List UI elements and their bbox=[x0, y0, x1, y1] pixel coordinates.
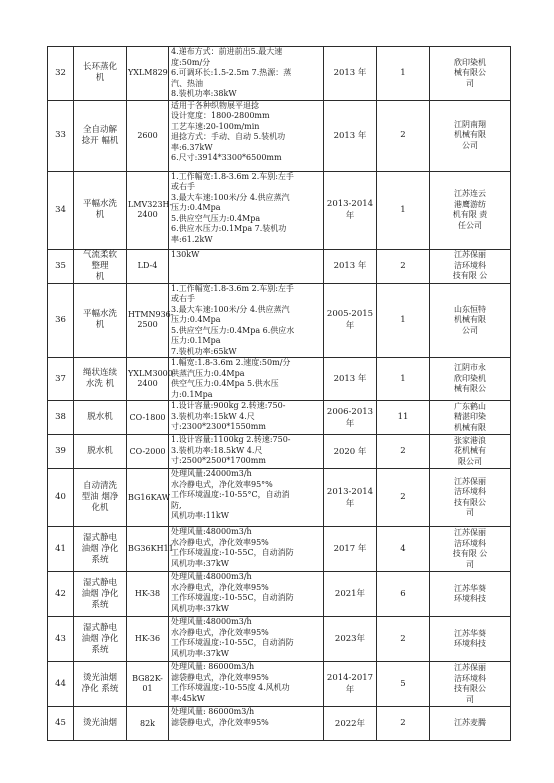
specification-line: 风机功率:11kW bbox=[171, 511, 229, 520]
equipment-name bbox=[74, 617, 127, 662]
model-number bbox=[127, 401, 169, 435]
model-number bbox=[127, 707, 169, 741]
purchase-year bbox=[324, 358, 377, 401]
model-number-line: 2400 bbox=[137, 379, 158, 388]
purchase-year-line: 2021年 bbox=[334, 589, 366, 599]
specification-line: 3.装机功率:15kW 4.尺 bbox=[171, 411, 255, 421]
manufacturer-line: 精湛印染 bbox=[454, 412, 486, 422]
equipment-name-line: 油烟 净化 bbox=[81, 543, 119, 554]
quantity: 2 bbox=[377, 249, 430, 283]
equipment-name-line: 油烟 净化 bbox=[81, 633, 119, 644]
manufacturer-line: 江苏麦腾 bbox=[454, 718, 486, 728]
manufacturer-line: 山东恒特 bbox=[454, 304, 486, 314]
purchase-year-line: 2017 年 bbox=[333, 544, 367, 554]
manufacturer-line: 技有限公 bbox=[454, 684, 486, 693]
quantity: 4 bbox=[377, 527, 430, 572]
manufacturer-line: 洁环境科 bbox=[454, 260, 486, 270]
equipment-name bbox=[74, 662, 127, 707]
row-number: 45 bbox=[48, 707, 74, 741]
manufacturer-line: 江苏连云 bbox=[454, 189, 486, 198]
specification-line: 工作环境温度:-10-55C，自动消防 bbox=[171, 593, 294, 602]
specification-line: 处理风量: 86000m3/h bbox=[171, 662, 255, 671]
specification bbox=[169, 662, 324, 707]
equipment-name-line: 烫光油烟 bbox=[82, 673, 117, 683]
purchase-year bbox=[324, 401, 377, 435]
model-number bbox=[127, 617, 169, 662]
row-number: 37 bbox=[48, 358, 74, 401]
specification-line: 率:45kW bbox=[171, 693, 205, 703]
specification-line: 退捻方式：手动、自动 5.装机功 bbox=[171, 132, 286, 141]
equipment-name-line: 系统 bbox=[91, 644, 109, 655]
purchase-year-line: 2023年 bbox=[334, 634, 366, 644]
specification-line: 或右手 bbox=[171, 294, 195, 303]
model-number bbox=[127, 283, 174, 358]
manufacturer bbox=[430, 707, 511, 741]
quantity: 11 bbox=[377, 401, 430, 435]
table-row bbox=[48, 283, 511, 358]
specification-line: 6.可调环长:1.5-2.5m 7.热源：蒸 bbox=[171, 68, 292, 77]
row-number: 43 bbox=[48, 617, 74, 662]
model-number-line: 82k bbox=[139, 718, 156, 728]
equipment-name bbox=[74, 572, 127, 617]
specification-line: 1.工作幅宽:1.8-3.6m 2.车别:左手 bbox=[171, 283, 294, 293]
purchase-year bbox=[324, 617, 377, 662]
equipment-name-line: 长环蒸化 bbox=[82, 62, 117, 73]
table-row bbox=[48, 171, 511, 249]
specification-line: 汽、热油 bbox=[171, 78, 203, 88]
manufacturer-line: 洁环境科 bbox=[454, 673, 486, 683]
specification-line: 4.递布方式：前进前出5.最大速 bbox=[171, 47, 283, 56]
model-number bbox=[127, 435, 169, 469]
specification-line: 适用于各种织物展平退捻 bbox=[171, 100, 259, 110]
quantity: 2 bbox=[377, 469, 430, 527]
row-number: 42 bbox=[48, 572, 74, 617]
equipment-name bbox=[74, 358, 127, 401]
specification-line: 水冷静电式，净化效率95°% bbox=[171, 479, 273, 489]
specification bbox=[169, 283, 324, 358]
equipment-name bbox=[74, 707, 127, 741]
manufacturer-line: 司 bbox=[466, 559, 474, 569]
equipment-name-line: 机 bbox=[95, 271, 105, 282]
specification bbox=[169, 572, 324, 617]
specification-line: 设计宽度：1800-2800mm bbox=[171, 111, 270, 120]
specification-line: 3.最大车速:100米/分 4.供应蒸汽 bbox=[171, 192, 290, 202]
manufacturer-line: 江阴市永 bbox=[454, 363, 486, 373]
equipment-name-line: 烫光油烟 bbox=[82, 718, 117, 728]
specification bbox=[169, 435, 324, 469]
equipment-name-line: 机 bbox=[95, 210, 105, 220]
manufacturer-line: 江阴南翔 bbox=[454, 119, 486, 129]
specification-line: 工作环境温度:-10-55度 4.风机功 bbox=[171, 683, 290, 692]
purchase-year-line: 2013 年 bbox=[333, 374, 367, 384]
purchase-year bbox=[324, 435, 377, 469]
equipment-name-line: 脱水机 bbox=[87, 412, 113, 422]
purchase-year-line: 2013-2014 bbox=[326, 199, 374, 209]
row-number: 44 bbox=[48, 662, 74, 707]
row-number: 33 bbox=[48, 100, 74, 171]
specification-line: 7.装机功率:65kW bbox=[171, 346, 237, 356]
equipment-name bbox=[74, 401, 127, 435]
manufacturer bbox=[430, 527, 511, 572]
manufacturer bbox=[430, 572, 511, 617]
model-number-line: HTMN936- bbox=[128, 310, 174, 320]
manufacturer-line: 技有限公 bbox=[454, 497, 486, 507]
manufacturer-line: 江苏华葵 bbox=[454, 628, 486, 638]
equipment-name bbox=[74, 527, 127, 572]
specification-line: 8.装机功率:38kW bbox=[171, 89, 237, 98]
quantity: 1 bbox=[377, 47, 430, 101]
specification bbox=[169, 617, 324, 662]
manufacturer-line: 环境科技 bbox=[454, 594, 486, 603]
equipment-name-line: 油烟 净化 bbox=[81, 588, 119, 599]
manufacturer bbox=[430, 171, 511, 249]
equipment-name bbox=[74, 435, 127, 469]
specification-line: 滤袋静电式，净化效率95% bbox=[171, 717, 269, 727]
equipment-name-line: 全自动解 bbox=[82, 124, 117, 135]
purchase-year bbox=[324, 283, 377, 358]
purchase-year-line: 2006-2013 bbox=[326, 406, 374, 417]
manufacturer-line: 任公司 bbox=[458, 220, 482, 230]
purchase-year-line: 2013 年 bbox=[333, 130, 367, 141]
specification-line: 5.供应空气压力:0.4Mpa 6.供应水 bbox=[171, 325, 295, 335]
specification-line: 风机功率:37kW bbox=[171, 648, 229, 658]
table-row bbox=[48, 572, 511, 617]
manufacturer bbox=[430, 617, 511, 662]
specification-line: 供蒸汽压力:0.4Mpa bbox=[171, 368, 245, 378]
manufacturer-line: 环境科技 bbox=[454, 639, 486, 648]
quantity: 1 bbox=[377, 358, 430, 401]
manufacturer-line: 江苏保丽 bbox=[454, 476, 486, 486]
purchase-year-line: 年 bbox=[345, 685, 355, 695]
specification-line: 寸:2500*2500*1700mm bbox=[171, 456, 266, 465]
model-number bbox=[127, 469, 169, 527]
model-number-line: HK-36 bbox=[134, 634, 161, 643]
manufacturer bbox=[430, 249, 511, 283]
purchase-year bbox=[324, 469, 377, 527]
model-number bbox=[127, 171, 173, 249]
equipment-name-line: 整理 bbox=[91, 260, 109, 271]
quantity: 1 bbox=[377, 283, 430, 358]
table-row bbox=[48, 662, 511, 707]
equipment-name bbox=[74, 47, 127, 101]
quantity: 2 bbox=[377, 100, 430, 171]
equipment-name-line: 化机 bbox=[91, 503, 109, 513]
manufacturer-line: 机有限 责 bbox=[452, 210, 488, 219]
specification-line: 压力:0.4Mpa bbox=[171, 315, 221, 324]
manufacturer-line: 司 bbox=[466, 78, 474, 88]
table-row bbox=[48, 100, 511, 171]
manufacturer bbox=[430, 283, 511, 358]
purchase-year bbox=[324, 100, 377, 171]
manufacturer-line: 江苏保丽 bbox=[454, 663, 486, 672]
manufacturer-line: 公司 bbox=[462, 140, 478, 150]
specification bbox=[169, 401, 324, 435]
specification-line: 处理风量:48000m3/h bbox=[171, 572, 252, 581]
model-number-line: YXLM829 bbox=[128, 68, 168, 78]
table-row bbox=[48, 249, 511, 283]
manufacturer bbox=[430, 469, 511, 527]
model-number-line: HK-38 bbox=[134, 589, 161, 598]
quantity: 6 bbox=[377, 572, 430, 617]
table-row bbox=[48, 47, 511, 101]
manufacturer-line: 械有限公 bbox=[454, 384, 486, 394]
specification-line: 滤袋静电式，净化效率95% bbox=[171, 672, 269, 682]
row-number: 32 bbox=[48, 47, 74, 101]
equipment-name bbox=[74, 100, 127, 171]
model-number-line: 2500 bbox=[137, 320, 158, 330]
specification-line: 工艺车速:20-100m/min bbox=[171, 121, 260, 131]
manufacturer bbox=[430, 662, 511, 707]
purchase-year bbox=[324, 47, 377, 101]
specification-line: 水冷静电式，净化效率95% bbox=[171, 582, 269, 592]
quantity: 2 bbox=[377, 435, 430, 469]
specification-line: 水冷静电式，净化效率95% bbox=[171, 627, 269, 637]
manufacturer-line: 司 bbox=[466, 508, 474, 517]
model-number bbox=[127, 662, 169, 707]
equipment-name-line: 自动清洗 bbox=[82, 481, 117, 491]
purchase-year-line: 2013-2014 bbox=[326, 486, 374, 497]
specification bbox=[169, 249, 324, 283]
model-number-line: BG82K-01 bbox=[132, 674, 163, 693]
model-number-line: 2400 bbox=[137, 210, 158, 219]
equipment-name bbox=[74, 249, 127, 283]
model-number-line: LD-4 bbox=[137, 261, 158, 270]
specification-line: 压力:0.4Mpa bbox=[171, 203, 221, 212]
model-number-line: CO-1800 bbox=[129, 412, 166, 422]
manufacturer-line: 机械有限 bbox=[454, 315, 486, 324]
model-number bbox=[127, 100, 169, 171]
manufacturer-line: 江苏华葵 bbox=[454, 583, 486, 593]
specification-line: 供空气压力:0.4Mpa 5.供水压 bbox=[171, 379, 279, 388]
specification bbox=[169, 707, 324, 741]
manufacturer-line: 机械有限 bbox=[454, 422, 486, 432]
manufacturer-line: 机械有限 bbox=[454, 130, 486, 140]
manufacturer bbox=[430, 435, 511, 469]
manufacturer-line: 江苏保丽 bbox=[454, 528, 486, 537]
specification-line: 寸:2300*2300*1550mm bbox=[171, 422, 266, 431]
quantity: 2 bbox=[377, 707, 430, 741]
equipment-name-line: 机 bbox=[95, 73, 105, 84]
manufacturer bbox=[430, 358, 511, 401]
manufacturer-line: 公司 bbox=[462, 325, 478, 335]
specification-line: 风机功率:37kW bbox=[171, 603, 229, 613]
model-number bbox=[127, 249, 169, 283]
specification-line: 130kW bbox=[171, 249, 200, 259]
specification-line: 6.尺寸:3914*3300*6500mm bbox=[171, 153, 282, 162]
purchase-year-line: 2005-2015 bbox=[326, 309, 374, 320]
specification-line: 率:61.2kW bbox=[171, 234, 213, 244]
model-number-line: BG36KH11 bbox=[128, 544, 174, 553]
quantity: 5 bbox=[377, 662, 430, 707]
equipment-name-line: 湿式静电 bbox=[82, 622, 117, 633]
manufacturer bbox=[430, 401, 511, 435]
specification bbox=[169, 358, 324, 401]
specification-line: 率:6.37kW bbox=[171, 142, 213, 152]
specification-line: 风机功率:37kW bbox=[171, 558, 229, 568]
purchase-year-line: 年 bbox=[345, 498, 355, 509]
specification bbox=[169, 100, 324, 171]
purchase-year-line: 2014-2017 bbox=[326, 673, 374, 683]
row-number: 41 bbox=[48, 527, 74, 572]
specification-line: 工作环境温度:-10-55C，自动消防 bbox=[171, 638, 294, 647]
purchase-year-line: 2013 年 bbox=[333, 261, 367, 271]
specification-line: 处理风量:48000m3/h bbox=[171, 527, 252, 536]
manufacturer-line: 技有限 公 bbox=[452, 271, 488, 281]
manufacturer-line: 限公司 bbox=[458, 456, 482, 466]
table-row bbox=[48, 707, 511, 741]
table-row bbox=[48, 435, 511, 469]
manufacturer bbox=[430, 100, 511, 171]
model-number bbox=[127, 47, 169, 101]
manufacturer-line: 洁环境科 bbox=[454, 487, 486, 496]
manufacturer-line: 洁环境科 bbox=[454, 538, 486, 548]
specification-line: 处理风量:24000m3/h bbox=[171, 469, 252, 478]
purchase-year-line: 年 bbox=[345, 321, 355, 332]
model-number-line: BG16KAW bbox=[128, 492, 170, 502]
equipment-name-line: 系统 bbox=[91, 599, 109, 610]
specification-line: 防, bbox=[171, 500, 182, 510]
equipment-name-line: 平幅水洗 bbox=[82, 199, 117, 209]
equipment-name-line: 净化 系统 bbox=[81, 684, 119, 694]
model-number-line: CO-2000 bbox=[129, 446, 166, 456]
specification-line: 工作环境温度:-10-55C，自动消防 bbox=[171, 548, 294, 557]
specification-line: 工作环境温度:-10-55°C，自动消 bbox=[171, 490, 290, 499]
manufacturer-line: 械有限公 bbox=[454, 68, 486, 77]
purchase-year bbox=[324, 662, 377, 707]
row-number: 38 bbox=[48, 401, 74, 435]
manufacturer-line: 张家港浪 bbox=[454, 435, 486, 445]
row-number: 34 bbox=[48, 171, 74, 249]
model-number bbox=[127, 572, 169, 617]
table-row bbox=[48, 358, 511, 401]
manufacturer-line: 广东鹤山 bbox=[454, 401, 486, 411]
model-number bbox=[127, 358, 176, 401]
manufacturer-line: 技有限 公 bbox=[452, 549, 488, 558]
purchase-year bbox=[324, 249, 377, 283]
manufacturer-line: 港鹰游纺 bbox=[454, 199, 486, 209]
equipment-name-line: 型油 烟净 bbox=[81, 492, 119, 502]
specification bbox=[169, 527, 324, 572]
specification-line: 5.供应空气压力:0.4Mpa bbox=[171, 213, 261, 223]
specification-line: 处理风量: 86000m3/h bbox=[171, 707, 255, 716]
row-number: 35 bbox=[48, 249, 74, 283]
manufacturer-line: 欣印染机 bbox=[454, 57, 486, 67]
equipment-name-line: 湿式静电 bbox=[82, 532, 117, 543]
model-number-line: YXLM3000- bbox=[128, 369, 176, 378]
equipment-name-line: 脱水机 bbox=[87, 446, 113, 456]
table-row bbox=[48, 469, 511, 527]
equipment-name-line: 气流柔软 bbox=[82, 249, 117, 260]
purchase-year-line: 2022年 bbox=[334, 718, 366, 729]
equipment-table bbox=[47, 46, 511, 741]
equipment-name-line: 湿式静电 bbox=[82, 577, 117, 588]
purchase-year bbox=[324, 572, 377, 617]
purchase-year bbox=[324, 171, 377, 249]
row-number: 36 bbox=[48, 283, 74, 358]
equipment-name-line: 机 bbox=[95, 320, 105, 331]
specification-line: 处理风量:48000m3/h bbox=[171, 617, 252, 626]
table-row bbox=[48, 401, 511, 435]
purchase-year bbox=[324, 707, 377, 741]
specification-line: 1.设计容量:1100kg 2.转速:750- bbox=[171, 435, 291, 444]
specification-line: 1.设计容量:900kg 2.转速:750- bbox=[171, 401, 286, 410]
specification bbox=[169, 47, 324, 101]
specification-line: 1.工作幅宽:1.8-3.6m 2.车别:左手 bbox=[171, 171, 294, 181]
equipment-name-line: 平幅水洗 bbox=[82, 309, 117, 320]
manufacturer-line: 江苏保丽 bbox=[454, 250, 486, 260]
table-row bbox=[48, 527, 511, 572]
model-number-line: LMV323H- bbox=[128, 200, 173, 209]
equipment-name-line: 绳状连续 bbox=[82, 368, 117, 378]
specification-line: 3.装机功率:18.5kW 4.尺 bbox=[171, 445, 263, 455]
specification-line: 水冷静电式，净化效率95% bbox=[171, 537, 269, 547]
specification bbox=[169, 469, 324, 527]
purchase-year-line: 2013 年 bbox=[333, 68, 367, 79]
purchase-year bbox=[324, 527, 377, 572]
equipment-name bbox=[74, 171, 127, 249]
specification-line: 6.供应水压力:0.1Mpa 7.装机功 bbox=[171, 224, 287, 233]
manufacturer-line: 司 bbox=[466, 694, 474, 704]
specification-line: 1.幅宽:1.8-3.6m 2.速度:50m/分 bbox=[171, 358, 291, 367]
specification-line: 压力:0.1Mpa bbox=[171, 336, 221, 345]
equipment-name bbox=[74, 283, 127, 358]
specification-line: 度:50m/分 bbox=[171, 57, 211, 67]
equipment-name-line: 系统 bbox=[91, 554, 109, 565]
quantity: 2 bbox=[377, 617, 430, 662]
quantity: 1 bbox=[377, 171, 430, 249]
specification bbox=[169, 171, 324, 249]
specification-line: 3.最大车速:100米/分 4.供应蒸汽 bbox=[171, 304, 290, 314]
manufacturer-line: 花机械有 bbox=[454, 446, 486, 456]
row-number: 40 bbox=[48, 469, 74, 527]
purchase-year-line: 年 bbox=[345, 418, 355, 429]
manufacturer bbox=[430, 47, 511, 101]
purchase-year-line: 年 bbox=[345, 211, 355, 221]
purchase-year-line: 2020 年 bbox=[333, 446, 367, 457]
table-row bbox=[48, 617, 511, 662]
row-number: 39 bbox=[48, 435, 74, 469]
equipment-name bbox=[74, 469, 127, 527]
model-number bbox=[127, 527, 174, 572]
equipment-name-line: 捻开 幅机 bbox=[81, 135, 119, 146]
model-number-line: 2600 bbox=[137, 130, 158, 140]
equipment-name-line: 水洗 机 bbox=[85, 379, 115, 389]
manufacturer-line: 欣印染机 bbox=[454, 373, 486, 383]
specification-line: 或右手 bbox=[171, 182, 195, 191]
specification-line: 力:0.1Mpa bbox=[171, 389, 213, 399]
